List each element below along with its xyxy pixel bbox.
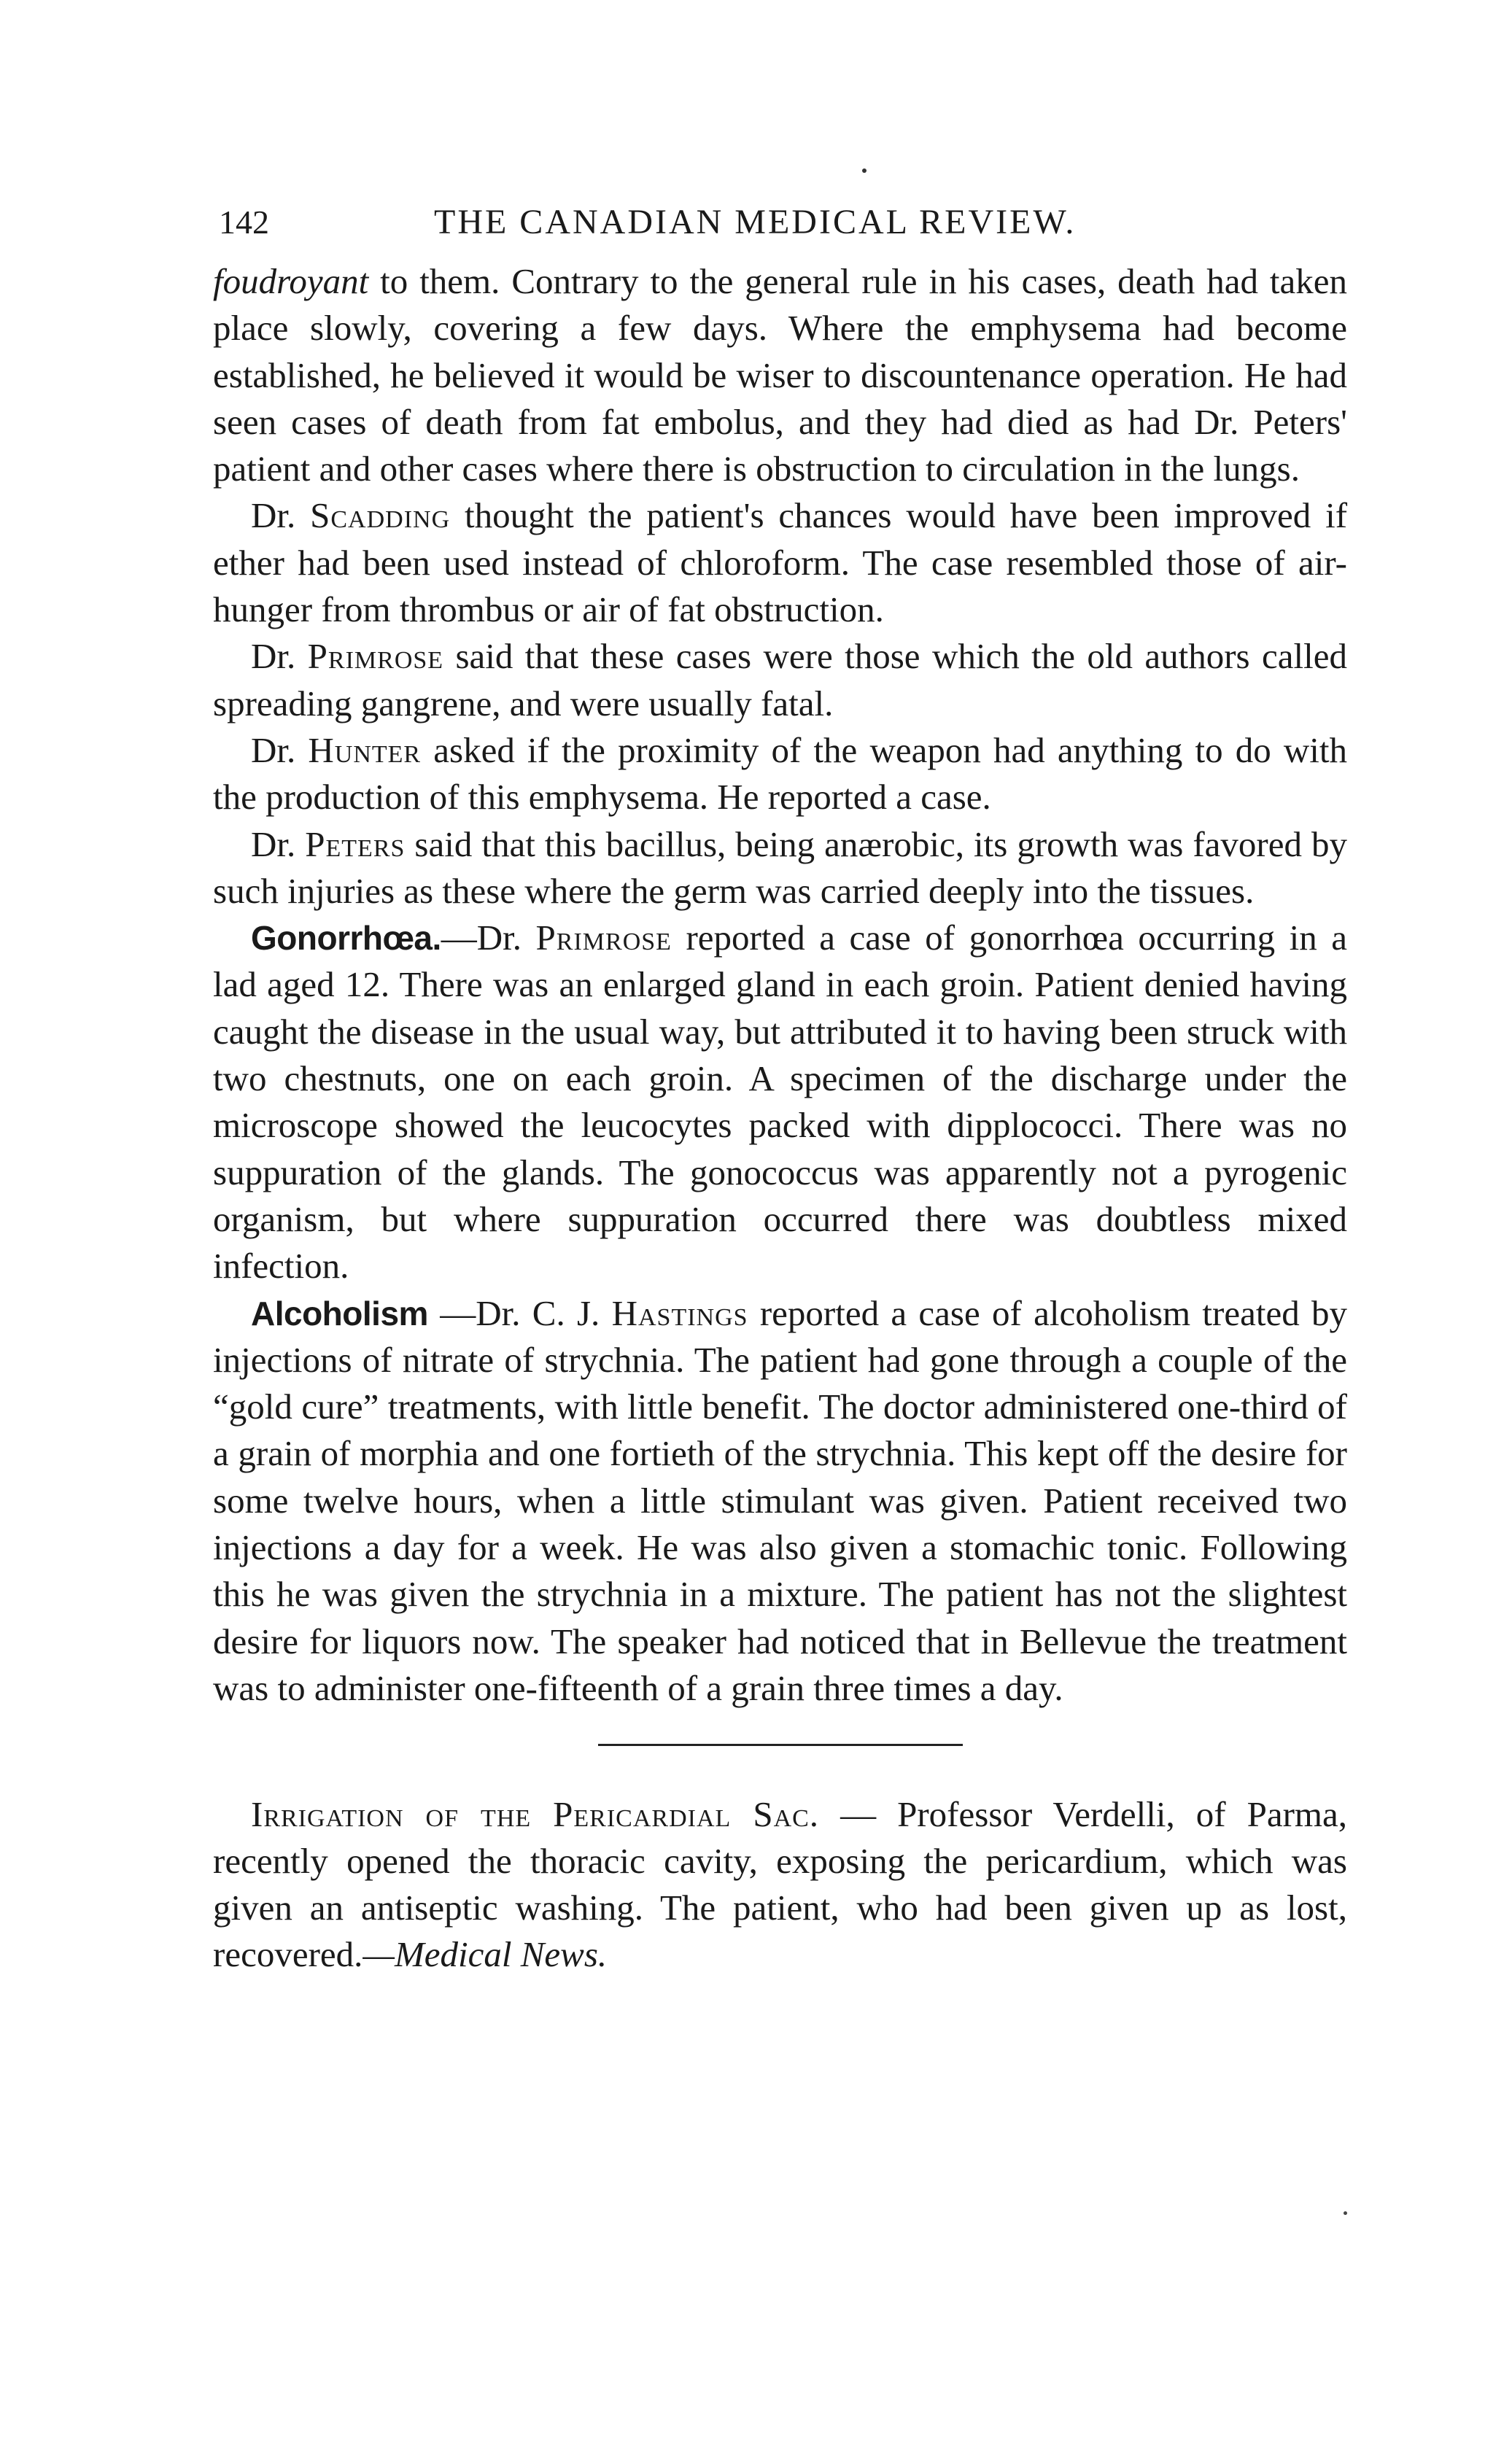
paragraph-peters [213, 821, 1347, 915]
speaker-prefix: —Dr. C. J. [427, 1292, 612, 1333]
paragraph-alcoholism [213, 1290, 1347, 1712]
paragraph-hunter [213, 727, 1347, 821]
paragraph-text: to them. Contrary to the general rule in his cases, death had taken place slowly, covering a few days. Where the emphysema had become established, he believed it would be wiser to discountenance operation. He had seen cases of death from fat embolus, and they had died as had Dr. Peters' patient and other cases where there is obstruction to circulation in the lungs. [213, 261, 1347, 489]
paragraph-continuation [213, 258, 1347, 492]
news-note [213, 1791, 1347, 1978]
note-text: — Professor Verdelli, of Parma, recently opened the thoracic cavity, exposing the pericardium, which was given an antiseptic washing. The patient, who had been given up as lost, recovered. [213, 1794, 1348, 1975]
paragraph-scadding [213, 492, 1347, 633]
speaker-prefix: Dr. [251, 823, 306, 864]
section-heading: Alcoholism [251, 1294, 428, 1332]
page [213, 197, 1347, 1978]
paragraph-gonorrhoea [213, 915, 1347, 1289]
speaker-prefix: Dr. [251, 636, 308, 677]
speaker-name: Primrose [307, 636, 444, 677]
ink-speck [862, 168, 867, 173]
speaker-name: Primrose [535, 917, 672, 958]
ink-speck [1344, 2211, 1347, 2215]
italic-term: foudroyant [213, 261, 369, 301]
speaker-prefix: Dr. [251, 729, 309, 770]
note-paragraph [213, 1791, 1347, 1978]
paragraph-text: said that these cases were those which the old authors called spreading gangrene, and were usually fatal. [213, 636, 1347, 723]
paragraph-text: said that this bacillus, being anærobic, its growth was favored by such injuries as these where the germ was carried deeply into the tissues. [213, 823, 1347, 911]
journal-title: THE CANADIAN MEDICAL REVIEW. [434, 203, 1077, 241]
section-divider [598, 1744, 963, 1746]
speaker-name: Peters [305, 823, 406, 864]
section-heading: Gonorrhœa. [251, 919, 441, 958]
running-header [213, 197, 1347, 248]
paragraph-text: thought the patient's chances would have been improved if ether had been used instead of chloroform. The case resembled those of air-hunger from thrombus or air of fat obstruction. [213, 495, 1348, 630]
speaker-name: Scadding [310, 495, 451, 536]
note-title: Irrigation of the Pericardial Sac. [251, 1794, 820, 1835]
page-number: 142 [219, 203, 269, 241]
paragraph-text: reported a case of alcoholism treated by injections of nitrate of strychnia. The patient had gone through a couple of the “gold cure” treatments, with little benefit. The doctor administered one-third of a grain of morphia and one fortieth of the strychnia. This kept off the desire for some twelve hours, when a little stimulant was given. Patient received two injections a day for a week. He was also given a stomachic tonic. Following this he was given the strychnia in a mixture. The patient has not the slightest desire for liquors now. The speaker had noticed that in Bellevue the treatment was to administer one-fifteenth of a grain three times a day. [213, 1292, 1347, 1708]
article-body [213, 258, 1347, 1712]
paragraph-text: asked if the proximity of the weapon had anything to do with the production of this emphysema. He reported a case. [213, 729, 1348, 818]
paragraph-primrose [213, 633, 1347, 727]
speaker-prefix: Dr. [251, 495, 311, 536]
speaker-name: Hunter [308, 729, 422, 770]
speaker-name: Hastings [611, 1292, 748, 1333]
note-source: —Medical News. [363, 1934, 608, 1975]
speaker-prefix: —Dr. [441, 917, 536, 958]
paragraph-text: reported a case of gonorrhœa occurring in a lad aged 12. There was an enlarged gland in each groin. Patient denied having caught the disease in the usual way, but attributed it to having been struck with two chestnuts, one on each groin. A specimen of the discharge under the microscope showed the leucocytes packed with dipplococci. There was no suppuration of the glands. The gonococcus was apparently not a pyrogenic organism, but where suppuration occurred there was doubtless mixed infection. [213, 917, 1347, 1287]
